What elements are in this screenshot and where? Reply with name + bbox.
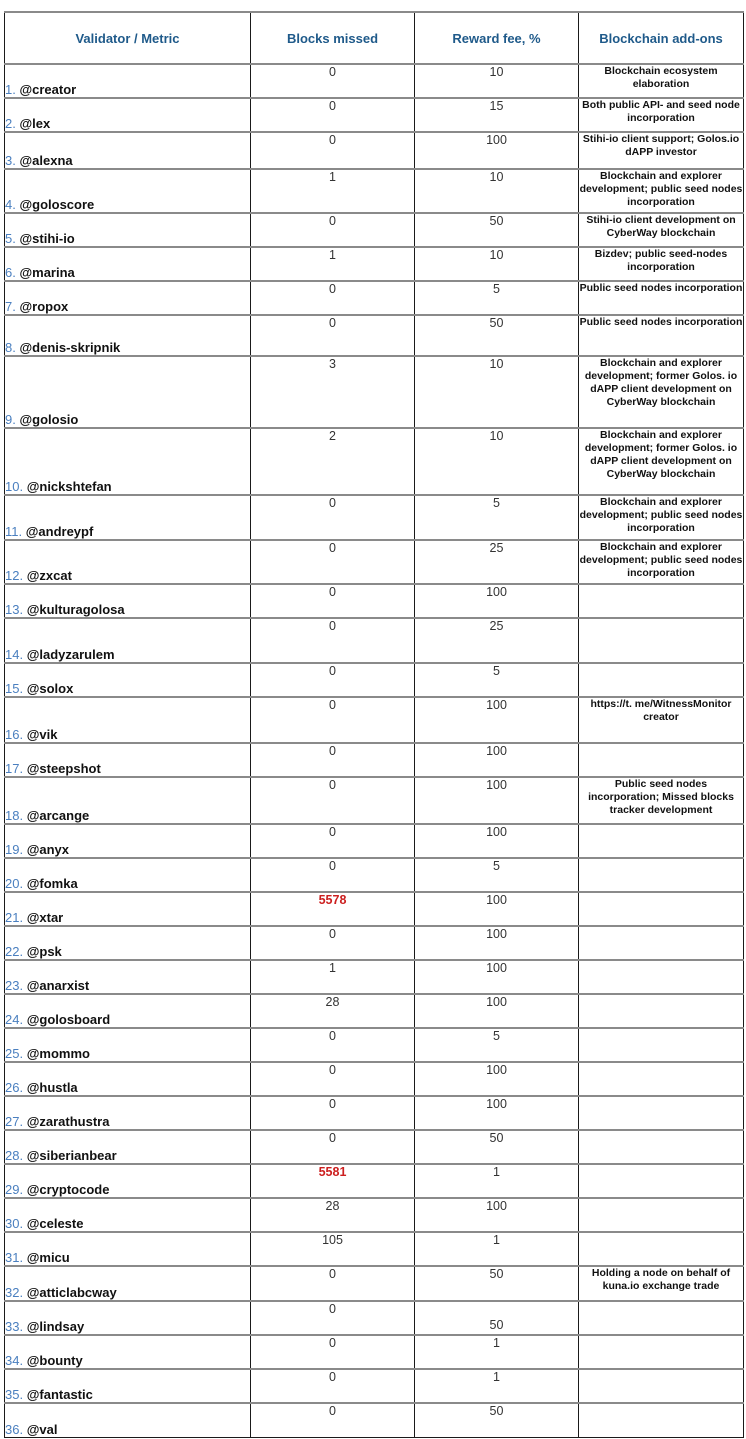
addons-cell xyxy=(579,1301,744,1335)
validator-cell xyxy=(5,1403,251,1437)
validator-name: @psk xyxy=(26,944,62,959)
addons-cell: Bizdev; public seed-nodes incorporation xyxy=(579,247,744,281)
rank-number: 9. xyxy=(5,412,16,427)
column-header-addons: Blockchain add-ons xyxy=(579,12,744,64)
table-row xyxy=(5,428,744,495)
validator-name: @ropox xyxy=(19,299,69,314)
validator-name: @fomka xyxy=(26,876,78,891)
validator-name: @stihi-io xyxy=(19,231,75,246)
reward-fee-cell: 15 xyxy=(415,98,579,132)
rank-number: 21. xyxy=(5,910,24,925)
table-row xyxy=(5,495,744,540)
addons-cell xyxy=(579,584,744,618)
addons-cell: Blockchain and explorer development; public seed nodes incorporation xyxy=(579,540,744,584)
reward-fee-cell: 1 xyxy=(415,1335,579,1369)
reward-fee-cell: 5 xyxy=(415,663,579,697)
blocks-missed-cell: 0 xyxy=(251,1301,415,1335)
blocks-missed-cell: 0 xyxy=(251,1028,415,1062)
blocks-missed-cell: 0 xyxy=(251,1369,415,1403)
blocks-missed-cell: 5578 xyxy=(251,892,415,926)
addons-cell xyxy=(579,1062,744,1096)
rank-number: 26. xyxy=(5,1080,24,1095)
validator-cell xyxy=(5,98,251,132)
addons-cell: Stihi-io client support; Golos.io dAPP investor xyxy=(579,132,744,169)
validator-name: @goloscore xyxy=(19,197,95,212)
rank-number: 17. xyxy=(5,761,24,776)
reward-fee-cell: 100 xyxy=(415,1096,579,1130)
validator-cell xyxy=(5,777,251,824)
addons-cell xyxy=(579,1369,744,1403)
table-row xyxy=(5,281,744,315)
validator-cell xyxy=(5,1369,251,1403)
reward-fee-cell: 1 xyxy=(415,1369,579,1403)
table-row xyxy=(5,356,744,428)
addons-cell xyxy=(579,618,744,663)
blocks-missed-cell: 0 xyxy=(251,64,415,98)
rank-number: 1. xyxy=(5,82,16,97)
table-row xyxy=(5,777,744,824)
addons-cell: Stihi-io client development on CyberWay blockchain xyxy=(579,213,744,247)
reward-fee-cell: 1 xyxy=(415,1164,579,1198)
validator-cell xyxy=(5,356,251,428)
reward-fee-cell: 10 xyxy=(415,247,579,281)
blocks-missed-cell: 0 xyxy=(251,1062,415,1096)
table-row xyxy=(5,892,744,926)
addons-cell xyxy=(579,1130,744,1164)
header-row xyxy=(5,12,744,64)
rank-number: 3. xyxy=(5,153,16,168)
validator-cell xyxy=(5,1062,251,1096)
blocks-missed-cell: 0 xyxy=(251,495,415,540)
validator-name: @kulturagolosa xyxy=(26,602,125,617)
blocks-missed-cell: 0 xyxy=(251,618,415,663)
validator-cell xyxy=(5,824,251,858)
reward-fee-cell: 50 xyxy=(415,1266,579,1301)
blocks-missed-cell: 0 xyxy=(251,1266,415,1301)
rank-number: 33. xyxy=(5,1319,24,1334)
rank-number: 8. xyxy=(5,340,16,355)
reward-fee-cell: 5 xyxy=(415,495,579,540)
reward-fee-cell: 100 xyxy=(415,132,579,169)
addons-cell: Blockchain and explorer development; former Golos. io dAPP client development on CyberWay blockchain xyxy=(579,428,744,495)
table-row xyxy=(5,824,744,858)
validator-name: @celeste xyxy=(26,1216,84,1231)
reward-fee-cell: 50 xyxy=(415,1301,579,1335)
table-row xyxy=(5,213,744,247)
addons-cell xyxy=(579,1335,744,1369)
validator-cell xyxy=(5,428,251,495)
blocks-missed-cell: 0 xyxy=(251,926,415,960)
rank-number: 14. xyxy=(5,647,24,662)
validator-cell xyxy=(5,281,251,315)
validator-name: @bounty xyxy=(26,1353,83,1368)
addons-cell xyxy=(579,1198,744,1232)
addons-cell xyxy=(579,824,744,858)
table-row xyxy=(5,1130,744,1164)
table-row xyxy=(5,1369,744,1403)
validator-name: @alexna xyxy=(19,153,73,168)
addons-cell xyxy=(579,1164,744,1198)
blocks-missed-cell: 28 xyxy=(251,994,415,1028)
rank-number: 16. xyxy=(5,727,24,742)
validator-cell xyxy=(5,1164,251,1198)
blocks-missed-cell: 1 xyxy=(251,169,415,213)
validator-cell xyxy=(5,64,251,98)
validator-cell xyxy=(5,892,251,926)
addons-cell: Blockchain and explorer development; public seed nodes incorporation xyxy=(579,169,744,213)
table-row xyxy=(5,132,744,169)
addons-cell xyxy=(579,892,744,926)
rank-number: 6. xyxy=(5,265,16,280)
table-row xyxy=(5,697,744,743)
rank-number: 24. xyxy=(5,1012,24,1027)
reward-fee-cell: 100 xyxy=(415,777,579,824)
validator-cell xyxy=(5,584,251,618)
addons-cell xyxy=(579,1403,744,1437)
addons-cell xyxy=(579,1028,744,1062)
validator-name: @solox xyxy=(26,681,74,696)
validator-name: @anyx xyxy=(26,842,70,857)
rank-number: 5. xyxy=(5,231,16,246)
blocks-missed-cell: 28 xyxy=(251,1198,415,1232)
validator-cell xyxy=(5,743,251,777)
validator-name: @cryptocode xyxy=(26,1182,110,1197)
validator-name: @hustla xyxy=(26,1080,78,1095)
validator-name: @siberianbear xyxy=(26,1148,117,1163)
validator-cell xyxy=(5,540,251,584)
rank-number: 27. xyxy=(5,1114,24,1129)
addons-cell xyxy=(579,858,744,892)
table-row xyxy=(5,169,744,213)
rank-number: 34. xyxy=(5,1353,24,1368)
validator-name: @ladyzarulem xyxy=(26,647,115,662)
validator-cell xyxy=(5,1232,251,1266)
table-row xyxy=(5,315,744,356)
column-header-reward-fee: Reward fee, % xyxy=(415,12,579,64)
validator-cell xyxy=(5,1335,251,1369)
addons-cell xyxy=(579,994,744,1028)
reward-fee-cell: 5 xyxy=(415,1028,579,1062)
validator-cell xyxy=(5,618,251,663)
validator-cell xyxy=(5,315,251,356)
rank-number: 4. xyxy=(5,197,16,212)
table-row xyxy=(5,1266,744,1301)
reward-fee-cell: 25 xyxy=(415,540,579,584)
table-row xyxy=(5,1096,744,1130)
blocks-missed-cell: 0 xyxy=(251,213,415,247)
validator-cell xyxy=(5,1028,251,1062)
validator-name: @golosboard xyxy=(26,1012,111,1027)
validator-cell xyxy=(5,697,251,743)
addons-cell: Both public API- and seed node incorporation xyxy=(579,98,744,132)
validator-cell xyxy=(5,1130,251,1164)
validator-cell xyxy=(5,1096,251,1130)
validator-name: @zxcat xyxy=(26,568,72,583)
validator-cell xyxy=(5,1301,251,1335)
reward-fee-cell: 100 xyxy=(415,960,579,994)
rank-number: 18. xyxy=(5,808,24,823)
validator-name: @golosio xyxy=(19,412,79,427)
validators-table xyxy=(4,11,744,1438)
validator-cell xyxy=(5,132,251,169)
validator-name: @zarathustra xyxy=(26,1114,110,1129)
blocks-missed-cell: 0 xyxy=(251,858,415,892)
validator-name: @andreypf xyxy=(25,524,94,539)
reward-fee-cell: 100 xyxy=(415,697,579,743)
reward-fee-cell: 25 xyxy=(415,618,579,663)
blocks-missed-cell: 5581 xyxy=(251,1164,415,1198)
table-row xyxy=(5,663,744,697)
addons-cell xyxy=(579,926,744,960)
addons-cell: Holding a node on behalf of kuna.io exchange trade xyxy=(579,1266,744,1301)
table-row xyxy=(5,1062,744,1096)
blocks-missed-cell: 1 xyxy=(251,247,415,281)
validator-name: @val xyxy=(26,1421,58,1437)
validator-cell xyxy=(5,858,251,892)
reward-fee-cell: 100 xyxy=(415,926,579,960)
validator-name: @fantastic xyxy=(26,1387,93,1402)
reward-fee-cell: 100 xyxy=(415,824,579,858)
reward-fee-cell: 100 xyxy=(415,892,579,926)
rank-number: 30. xyxy=(5,1216,24,1231)
validator-cell xyxy=(5,1266,251,1301)
rank-number: 22. xyxy=(5,944,24,959)
rank-number: 19. xyxy=(5,842,24,857)
table-row xyxy=(5,618,744,663)
reward-fee-cell: 10 xyxy=(415,169,579,213)
reward-fee-cell: 5 xyxy=(415,858,579,892)
reward-fee-cell: 50 xyxy=(415,1403,579,1437)
blocks-missed-cell: 0 xyxy=(251,315,415,356)
validator-name: @vik xyxy=(26,727,58,742)
blocks-missed-cell: 0 xyxy=(251,743,415,777)
reward-fee-cell: 10 xyxy=(415,64,579,98)
validator-cell xyxy=(5,247,251,281)
rank-number: 2. xyxy=(5,116,16,131)
validator-name: @atticlabcway xyxy=(26,1285,117,1300)
table-row xyxy=(5,247,744,281)
addons-cell xyxy=(579,1232,744,1266)
blocks-missed-cell: 0 xyxy=(251,1403,415,1437)
table-row xyxy=(5,960,744,994)
blocks-missed-cell: 0 xyxy=(251,540,415,584)
addons-cell: Public seed nodes incorporation xyxy=(579,315,744,356)
validator-name: @lindsay xyxy=(26,1319,85,1334)
reward-fee-cell: 50 xyxy=(415,213,579,247)
reward-fee-cell: 100 xyxy=(415,1062,579,1096)
table-row xyxy=(5,1403,744,1437)
addons-cell xyxy=(579,1096,744,1130)
reward-fee-cell: 100 xyxy=(415,1198,579,1232)
table-row xyxy=(5,858,744,892)
validator-name: @lex xyxy=(19,116,51,131)
validator-cell xyxy=(5,994,251,1028)
validator-name: @micu xyxy=(26,1250,70,1265)
rank-number: 23. xyxy=(5,978,24,993)
rank-number: 29. xyxy=(5,1182,24,1197)
validator-cell xyxy=(5,213,251,247)
table-row xyxy=(5,743,744,777)
reward-fee-cell: 10 xyxy=(415,356,579,428)
blocks-missed-cell: 0 xyxy=(251,697,415,743)
table-row xyxy=(5,1335,744,1369)
validator-name: @marina xyxy=(19,265,75,280)
validator-name: @creator xyxy=(19,82,77,97)
blocks-missed-cell: 0 xyxy=(251,281,415,315)
addons-cell: Blockchain and explorer development; former Golos. io dAPP client development on CyberWay blockchain xyxy=(579,356,744,428)
table-row xyxy=(5,98,744,132)
reward-fee-cell: 50 xyxy=(415,315,579,356)
reward-fee-cell: 100 xyxy=(415,994,579,1028)
addons-cell xyxy=(579,960,744,994)
blocks-missed-cell: 0 xyxy=(251,1335,415,1369)
blocks-missed-cell: 0 xyxy=(251,663,415,697)
rank-number: 31. xyxy=(5,1250,24,1265)
table-row xyxy=(5,540,744,584)
validator-name: @nickshtefan xyxy=(26,479,112,494)
table-row xyxy=(5,926,744,960)
addons-cell xyxy=(579,743,744,777)
blocks-missed-cell: 0 xyxy=(251,98,415,132)
addons-cell: Blockchain ecosystem elaboration xyxy=(579,64,744,98)
rank-number: 32. xyxy=(5,1285,24,1300)
validator-name: @mommo xyxy=(26,1046,90,1061)
validator-name: @arcange xyxy=(26,808,90,823)
blocks-missed-cell: 3 xyxy=(251,356,415,428)
table-row xyxy=(5,1164,744,1198)
validator-cell xyxy=(5,960,251,994)
validator-name: @steepshot xyxy=(26,761,101,776)
validator-cell xyxy=(5,1198,251,1232)
rank-number: 25. xyxy=(5,1046,24,1061)
validator-name: @xtar xyxy=(26,910,64,925)
reward-fee-cell: 5 xyxy=(415,281,579,315)
reward-fee-cell: 1 xyxy=(415,1232,579,1266)
blocks-missed-cell: 2 xyxy=(251,428,415,495)
validator-cell xyxy=(5,495,251,540)
table-row xyxy=(5,1028,744,1062)
validator-cell xyxy=(5,926,251,960)
column-header-validator: Validator / Metric xyxy=(5,12,251,64)
validator-name: @anarxist xyxy=(26,978,90,993)
blocks-missed-cell: 0 xyxy=(251,824,415,858)
validator-name: @denis-skripnik xyxy=(19,340,121,355)
reward-fee-cell: 100 xyxy=(415,743,579,777)
addons-cell: Public seed nodes incorporation; Missed blocks tracker development xyxy=(579,777,744,824)
rank-number: 7. xyxy=(5,299,16,314)
reward-fee-cell: 50 xyxy=(415,1130,579,1164)
addons-cell: Blockchain and explorer development; public seed nodes incorporation xyxy=(579,495,744,540)
rank-number: 35. xyxy=(5,1387,24,1402)
table-row xyxy=(5,64,744,98)
rank-number: 12. xyxy=(5,568,24,583)
addons-cell xyxy=(579,663,744,697)
rank-number: 28. xyxy=(5,1148,24,1163)
reward-fee-cell: 10 xyxy=(415,428,579,495)
blocks-missed-cell: 0 xyxy=(251,132,415,169)
rank-number: 36. xyxy=(5,1421,24,1437)
table-row xyxy=(5,994,744,1028)
validator-cell xyxy=(5,169,251,213)
blocks-missed-cell: 1 xyxy=(251,960,415,994)
validator-cell xyxy=(5,663,251,697)
rank-number: 11. xyxy=(5,524,23,539)
rank-number: 20. xyxy=(5,876,24,891)
blocks-missed-cell: 0 xyxy=(251,584,415,618)
blocks-missed-cell: 0 xyxy=(251,1130,415,1164)
addons-cell: https://t. me/WitnessMonitor creator xyxy=(579,697,744,743)
table-row xyxy=(5,1232,744,1266)
blocks-missed-cell: 105 xyxy=(251,1232,415,1266)
table-row xyxy=(5,1301,744,1335)
table-row xyxy=(5,584,744,618)
table-row xyxy=(5,1198,744,1232)
rank-number: 15. xyxy=(5,681,24,696)
rank-number: 13. xyxy=(5,602,24,617)
rank-number: 10. xyxy=(5,479,24,494)
reward-fee-cell: 100 xyxy=(415,584,579,618)
addons-cell: Public seed nodes incorporation xyxy=(579,281,744,315)
blocks-missed-cell: 0 xyxy=(251,777,415,824)
blocks-missed-cell: 0 xyxy=(251,1096,415,1130)
column-header-blocks-missed: Blocks missed xyxy=(251,12,415,64)
